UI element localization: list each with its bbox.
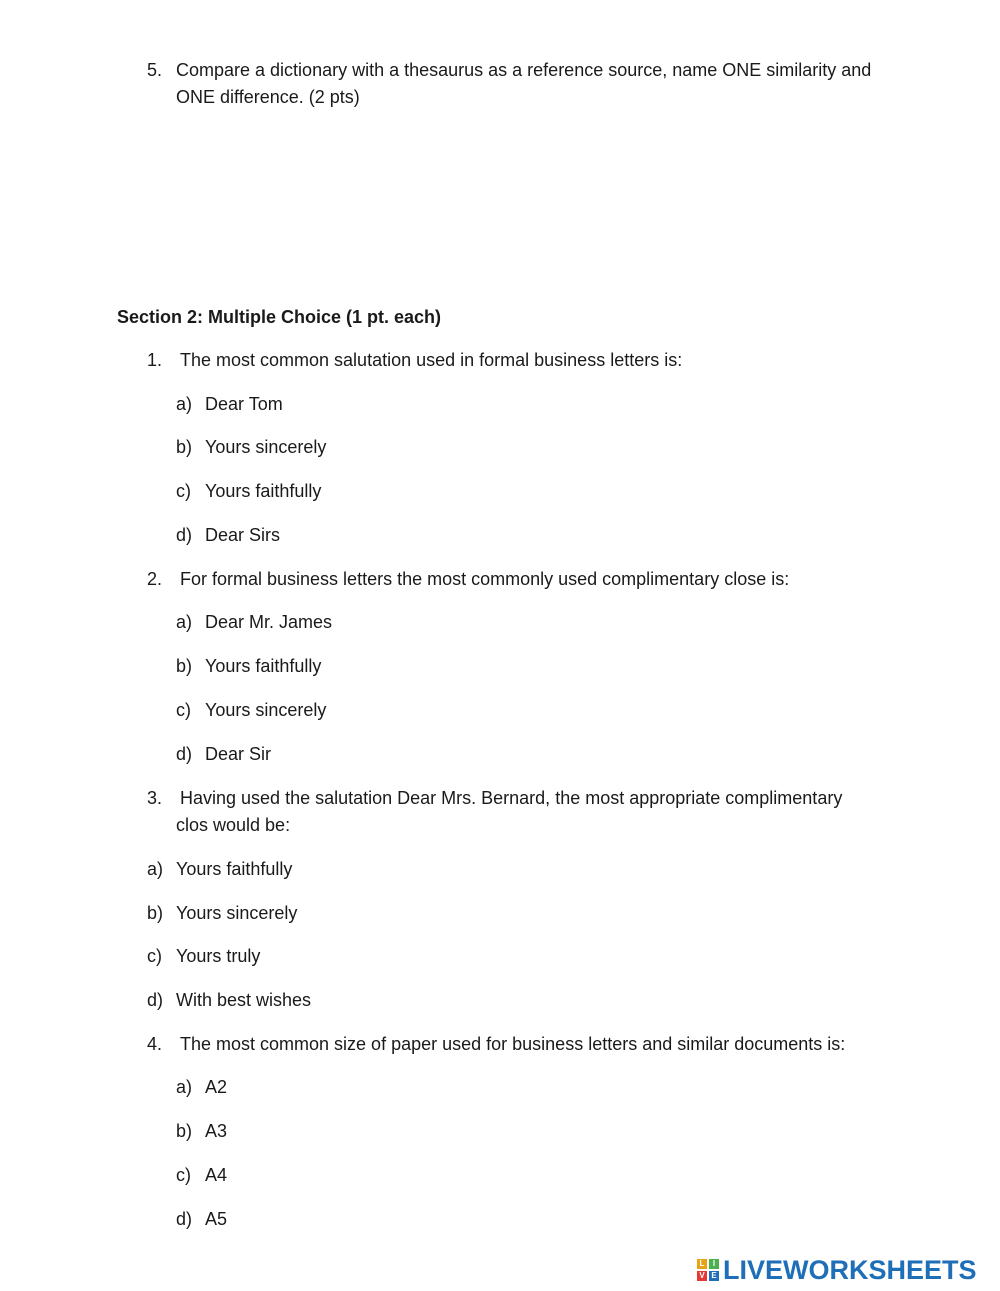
question-4-number: 4. <box>147 1034 163 1054</box>
logo-mark-letter: E <box>709 1271 719 1281</box>
question-3-text-line1: Having used the salutation Dear Mrs. Bernard, the most appropriate complimentary <box>180 788 843 808</box>
section-2-heading: Section 2: Multiple Choice (1 pt. each) <box>117 307 442 327</box>
q4-option-c-text: A4 <box>205 1165 228 1185</box>
q3-option-c-text: Yours truly <box>176 946 261 966</box>
q4-option-a-text: A2 <box>205 1077 228 1097</box>
question-1-number: 1. <box>147 350 163 370</box>
liveworksheets-logo[interactable] <box>697 1256 977 1284</box>
q1-option-a-letter: a) <box>176 394 193 414</box>
q1-option-c-letter: c) <box>176 481 191 501</box>
q2-option-c-letter: c) <box>176 700 191 720</box>
q4-option-d-text: A5 <box>205 1209 228 1229</box>
q4-option-d-letter: d) <box>176 1209 193 1229</box>
q1-option-b-text: Yours sincerely <box>205 437 327 457</box>
q2-option-a-text: Dear Mr. James <box>205 612 333 632</box>
q3-option-a-letter: a) <box>147 859 164 879</box>
question-1-text: The most common salutation used in formal business letters is: <box>180 350 683 370</box>
q3-option-c-letter: c) <box>147 946 162 966</box>
q3-option-d-text: With best wishes <box>176 990 312 1010</box>
question-5-text-line2: ONE difference. (2 pts) <box>176 87 360 107</box>
q4-option-c-letter: c) <box>176 1165 191 1185</box>
logo-text: LIVEWORKSHEETS <box>723 1254 977 1285</box>
question-3-number: 3. <box>147 788 163 808</box>
q1-option-d-text: Dear Sirs <box>205 525 281 545</box>
question-2-text: For formal business letters the most commonly used complimentary close is: <box>180 569 790 589</box>
question-3-text-line2: clos would be: <box>176 815 291 835</box>
q1-option-d-letter: d) <box>176 525 193 545</box>
q2-option-a-letter: a) <box>176 612 193 632</box>
q2-option-d-text: Dear Sir <box>205 744 272 764</box>
q3-option-b-letter: b) <box>147 903 164 923</box>
q2-option-b-letter: b) <box>176 656 193 676</box>
q3-option-b-text: Yours sincerely <box>176 903 298 923</box>
q3-option-a-text: Yours faithfully <box>176 859 293 879</box>
logo-mark-letter: I <box>709 1259 719 1269</box>
q2-option-c-text: Yours sincerely <box>205 700 327 720</box>
q4-option-b-letter: b) <box>176 1121 193 1141</box>
q2-option-b-text: Yours faithfully <box>205 656 322 676</box>
q4-option-a-letter: a) <box>176 1077 193 1097</box>
q1-option-a-text: Dear Tom <box>205 394 283 414</box>
question-5-number: 5. <box>147 60 163 80</box>
q1-option-c-text: Yours faithfully <box>205 481 322 501</box>
question-4-text: The most common size of paper used for business letters and similar documents is: <box>180 1034 846 1054</box>
q2-option-d-letter: d) <box>176 744 193 764</box>
question-5-text-line1: Compare a dictionary with a thesaurus as a reference source, name ONE similarity and <box>176 60 872 80</box>
q1-option-b-letter: b) <box>176 437 193 457</box>
logo-mark-icon <box>697 1259 719 1281</box>
question-2-number: 2. <box>147 569 163 589</box>
q3-option-d-letter: d) <box>147 990 164 1010</box>
q4-option-b-text: A3 <box>205 1121 228 1141</box>
logo-mark-letter: L <box>697 1259 707 1269</box>
logo-mark-letter: V <box>697 1271 707 1281</box>
